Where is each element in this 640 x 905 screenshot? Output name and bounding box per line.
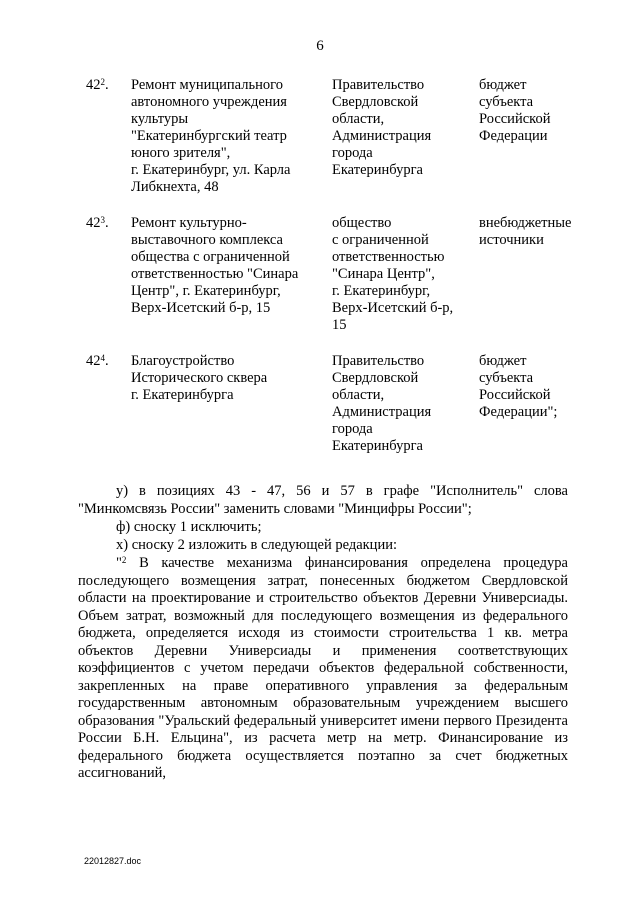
footnote-text: "$^2$ В качестве механизма финансирования определена процедура последующего возмещения затрат, понесенных бюджетом Свердловской области на проектирование и строительство объектов Деревни Универсиады. Объем затрат, возможный для последующего возмещения из федерального бюджета, определяется исходя из стоимости строительства 1 кв. метра объектов Деревни Универсиады и применения соответствующих коэффициентов с учетом передачи объектов федеральной собственности, закрепленных на праве оперативного управления за федеральным государственным автономным образовательным учреждением высшего образования "Уральский федеральный университет имени первого Президента России Б.Н. Ельцина", из расчета метр на метр. Финансирование из федерального бюджета осуществляется поэтапно за счет бюджетных ассигнований,	[78, 555, 568, 781]
funding-source: бюджет субъекта Российской Федерации";	[479, 353, 558, 420]
funding-source: бюджет субъекта Российской Федерации	[479, 77, 551, 144]
row-number: $42^2$.	[86, 77, 109, 93]
executor: Правительство Свердловской области, Администрация города Екатеринбурга	[332, 77, 432, 178]
executor: Правительство Свердловской области, Администрация города Екатеринбурга	[332, 353, 432, 454]
paragraph-item-h: х) сноску 2 изложить в следующей редакции:	[116, 537, 397, 553]
funding-source: внебюджетные источники	[479, 215, 572, 248]
object-name: Благоустройство Исторического сквера г. Екатеринбурга	[131, 353, 268, 403]
row-number: $42^3$.	[86, 215, 109, 231]
page-number: 6	[316, 38, 324, 54]
footnote-mark: 2	[121, 555, 127, 565]
paragraph-item-f: ф) сноску 1 исключить;	[116, 519, 262, 535]
object-name: Ремонт культурно- выставочного комплекса общества с ограниченной ответственностью "Синара Центр", г. Екатеринбург, Верх-Исетский б-р, 15	[131, 215, 299, 316]
document-filename: 22012827.doc	[84, 856, 142, 866]
row-number-superscript: 3	[100, 215, 105, 225]
row-number-superscript: 4	[100, 353, 105, 363]
paragraph-item-y: у) в позициях 43 - 47, 56 и 57 в графе "Исполнитель" слова "Минкомсвязь России" заменить словами "Минцифры России";	[78, 483, 568, 517]
row-number-superscript: 2	[100, 77, 105, 87]
object-name: Ремонт муниципального автономного учреждения культуры "Екатеринбургский театр юного зрителя", г. Екатеринбург, ул. Карла Либкнехта, 48	[131, 77, 291, 195]
executor: общество с ограниченной ответственностью "Синара Центр", г. Екатеринбург, Верх-Исетский б-р, 15	[332, 215, 454, 333]
row-number: $42^4$.	[86, 353, 109, 369]
